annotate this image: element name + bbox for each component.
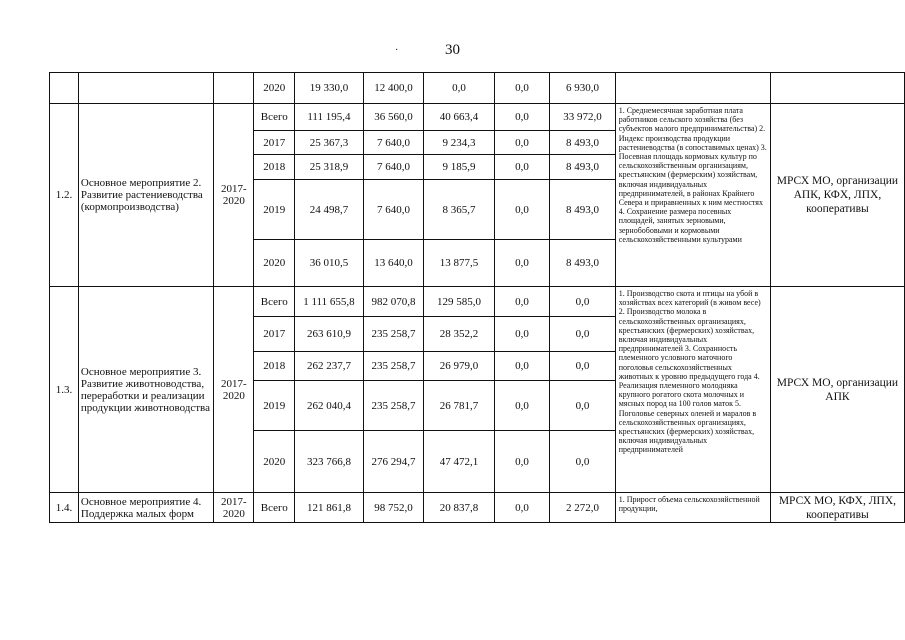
local-cell: 0,0 (494, 431, 550, 493)
federal-cell: 235 258,7 (363, 352, 424, 381)
total-cell: 111 195,4 (295, 104, 363, 131)
local-cell: 0,0 (494, 104, 550, 131)
other-cell: 8 493,0 (550, 131, 616, 155)
federal-cell: 98 752,0 (363, 493, 424, 523)
other-cell: 8 493,0 (550, 155, 616, 180)
total-cell: 262 040,4 (295, 381, 363, 431)
table-row (50, 104, 905, 131)
year-cell: 2019 (254, 180, 295, 240)
executors: МРСХ МО, КФХ, ЛПХ, кооперативы (770, 493, 904, 523)
year-cell: Всего (254, 493, 295, 523)
total-cell: 1 111 655,8 (295, 287, 363, 317)
federal-cell: 7 640,0 (363, 155, 424, 180)
federal-cell: 7 640,0 (363, 131, 424, 155)
year-cell: Всего (254, 287, 295, 317)
local-cell: 0,0 (494, 131, 550, 155)
regional-cell: 26 979,0 (424, 352, 494, 381)
federal-cell: 13 640,0 (363, 240, 424, 287)
regional-cell: 26 781,7 (424, 381, 494, 431)
table-row (50, 493, 905, 523)
local-cell: 0,0 (494, 352, 550, 381)
year-cell: 2018 (254, 352, 295, 381)
federal-cell: 276 294,7 (363, 431, 424, 493)
period: 2017-2020 (214, 493, 254, 523)
activity-name: Основное мероприятие 3. Развитие животноводства, переработки и реализации продукции животноводства (78, 287, 214, 493)
local-cell: 0,0 (494, 73, 550, 104)
indicators: 1. Прирост объема сельскохозяйственной продукции, (615, 493, 770, 523)
other-cell: 8 493,0 (550, 180, 616, 240)
regional-cell: 0,0 (424, 73, 494, 104)
total-cell: 24 498,7 (295, 180, 363, 240)
regional-cell: 40 663,4 (424, 104, 494, 131)
year-cell: Всего (254, 104, 295, 131)
local-cell: 0,0 (494, 287, 550, 317)
federal-cell: 12 400,0 (363, 73, 424, 104)
year-cell: 2020 (254, 73, 295, 104)
total-cell: 25 367,3 (295, 131, 363, 155)
table-row (50, 73, 905, 104)
regional-cell: 47 472,1 (424, 431, 494, 493)
program-table (49, 72, 905, 523)
federal-cell: 235 258,7 (363, 317, 424, 352)
other-cell: 0,0 (550, 287, 616, 317)
page-mark: · (395, 45, 399, 56)
year-cell: 2020 (254, 431, 295, 493)
year-cell: 2020 (254, 240, 295, 287)
year-cell: 2019 (254, 381, 295, 431)
federal-cell: 7 640,0 (363, 180, 424, 240)
regional-cell: 13 877,5 (424, 240, 494, 287)
other-cell: 8 493,0 (550, 240, 616, 287)
local-cell: 0,0 (494, 493, 550, 523)
table-row (50, 287, 905, 317)
local-cell: 0,0 (494, 155, 550, 180)
other-cell: 0,0 (550, 352, 616, 381)
item-number: 1.3. (50, 287, 79, 493)
executors: МРСХ МО, организации АПК, КФХ, ЛПХ, кооперативы (770, 104, 904, 287)
period: 2017-2020 (214, 287, 254, 493)
total-cell: 323 766,8 (295, 431, 363, 493)
other-cell: 0,0 (550, 431, 616, 493)
activity-name: Основное мероприятие 2. Развитие растениеводства (кормопроизводства) (78, 104, 214, 287)
regional-cell: 129 585,0 (424, 287, 494, 317)
local-cell: 0,0 (494, 381, 550, 431)
regional-cell: 9 234,3 (424, 131, 494, 155)
regional-cell: 20 837,8 (424, 493, 494, 523)
year-cell: 2017 (254, 317, 295, 352)
item-number: 1.4. (50, 493, 79, 523)
year-cell: 2018 (254, 155, 295, 180)
total-cell: 19 330,0 (295, 73, 363, 104)
regional-cell: 8 365,7 (424, 180, 494, 240)
regional-cell: 28 352,2 (424, 317, 494, 352)
total-cell: 36 010,5 (295, 240, 363, 287)
federal-cell: 36 560,0 (363, 104, 424, 131)
indicators: 1. Среднемесячная заработная плата работников сельского хозяйства (без субъектов малого предпринимательства) 2. Индекс производства продукции растениеводства (в сопоставимых ценах) 3. Посевная площадь кормовых культур по сельскохозяйственным организациям, крестьянским (фермерским) хозяйствам, включая индивидуальных предпринимателей, в районах Крайнего Севера и приравненных к ним местностях 4. Сохранение размера посевных площадей, занятых зерновыми, зернобобовыми и кормовыми сельскохозяйственными культурами (615, 104, 770, 287)
period: 2017-2020 (214, 104, 254, 287)
executors: МРСХ МО, организации АПК (770, 287, 904, 493)
regional-cell: 9 185,9 (424, 155, 494, 180)
federal-cell: 235 258,7 (363, 381, 424, 431)
total-cell: 25 318,9 (295, 155, 363, 180)
local-cell: 0,0 (494, 240, 550, 287)
activity-name: Основное мероприятие 4. Поддержка малых форм (78, 493, 214, 523)
total-cell: 262 237,7 (295, 352, 363, 381)
total-cell: 121 861,8 (295, 493, 363, 523)
other-cell: 6 930,0 (550, 73, 616, 104)
local-cell: 0,0 (494, 180, 550, 240)
other-cell: 2 272,0 (550, 493, 616, 523)
indicators: 1. Производство скота и птицы на убой в хозяйствах всех категорий (в живом весе) 2. Производство молока в сельскохозяйственных организациях, крестьянских (фермерских) хозяйствах, включая индивидуальных предпринимателей 3. Сохранность племенного условного маточного поголовья сельскохозяйственных животных к уровню предыдущего года 4. Реализация племенного молодняка крупного рогатого скота молочных и мясных пород на 100 голов маток 5. Поголовье северных оленей и маралов в сельскохозяйственных организациях, крестьянских (фермерских) хозяйствах, включая индивидуальных предпринимателей (615, 287, 770, 493)
item-number: 1.2. (50, 104, 79, 287)
other-cell: 0,0 (550, 381, 616, 431)
local-cell: 0,0 (494, 317, 550, 352)
total-cell: 263 610,9 (295, 317, 363, 352)
year-cell: 2017 (254, 131, 295, 155)
page-number: 30 (445, 42, 460, 58)
other-cell: 0,0 (550, 317, 616, 352)
federal-cell: 982 070,8 (363, 287, 424, 317)
other-cell: 33 972,0 (550, 104, 616, 131)
